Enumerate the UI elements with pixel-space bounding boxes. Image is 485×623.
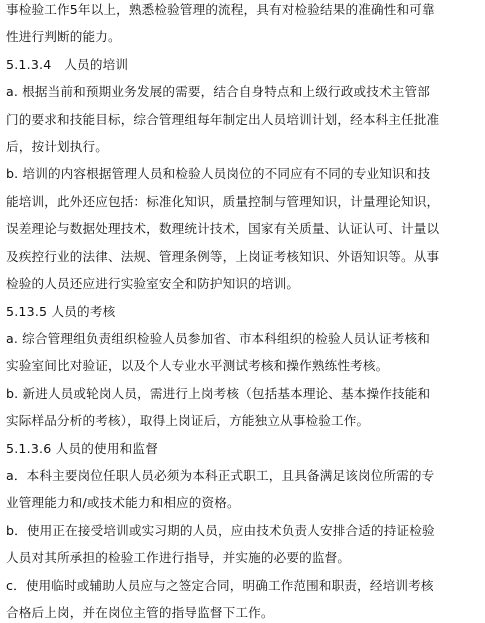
paragraph-line: a. 综合管理组负责组织检验人员参加省、市本科组织的检验人员认证考核和 [6,331,430,346]
paragraph-line: a．本科主要岗位任职人员必须为本科正式职工，且具备满足该岗位所需的专 [6,468,435,483]
paragraph-line: 性进行判断的能力。 [6,29,121,44]
paragraph-line: b．使用正在接受培训或实习期的人员，应由技术负责人安排合适的持证检验 [6,523,435,538]
paragraph-line: 实际样品分析的考核），取得上岗证后，方能独立从事检验工作。 [6,413,370,428]
paragraph-line: 检验的人员还应进行实验室安全和防护知识的培训。 [6,276,300,291]
paragraph-line: 实验室间比对验证，以及个人专业水平测试考核和操作熟练性考核。 [6,358,389,373]
section-heading-training: 5.1.3.4 人员的培训 [6,57,129,72]
paragraph-line: b. 培训的内容根据管理人员和检验人员岗位的不同应有不同的专业知识和技 [6,166,431,181]
paragraph-line: c．使用临时或辅助人员应与之签定合同，明确工作范围和职责，经培训考核 [6,578,434,593]
paragraph-line: 后，按计划执行。 [6,139,108,154]
paragraph-line: b. 新进人员或轮岗人员，需进行上岗考核（包括基本理论、基本操作技能和 [6,386,431,401]
paragraph-line: 误差理论与数据处理技术，数理统计技术，国家有关质量、认证认可、计量以 [6,221,440,236]
paragraph-line: a. 根据当前和预期业务发展的需要，结合自身特点和上级行政或技术主管部 [6,84,430,99]
paragraph-line: 能培训，此外还应包括：标准化知识，质量控制与管理知识，计量理论知识， [6,194,440,209]
paragraph-line: 人员对其所承担的检验工作进行指导，并实施的必要的监督。 [6,550,351,565]
paragraph-line: 合格后上岗，并在岗位主管的指导监督下工作。 [6,605,274,620]
paragraph-line: 及疾控行业的法律、法规、管理条例等，上岗证考核知识、外语知识等。从事 [6,249,440,264]
section-heading-assessment: 5.13.5 人员的考核 [6,304,116,319]
paragraph-line: 业管理能力和/或技术能力和相应的资格。 [6,495,240,510]
paragraph-line: 事检验工作5年以上，熟悉检验管理的流程，具有对检验结果的准确性和可靠 [6,2,435,17]
paragraph-line: 门的要求和技能目标，综合管理组每年制定出人员培训计划，经本科主任批准 [6,112,440,127]
section-heading-use-supervision: 5.1.3.6 人员的使用和监督 [6,441,159,456]
